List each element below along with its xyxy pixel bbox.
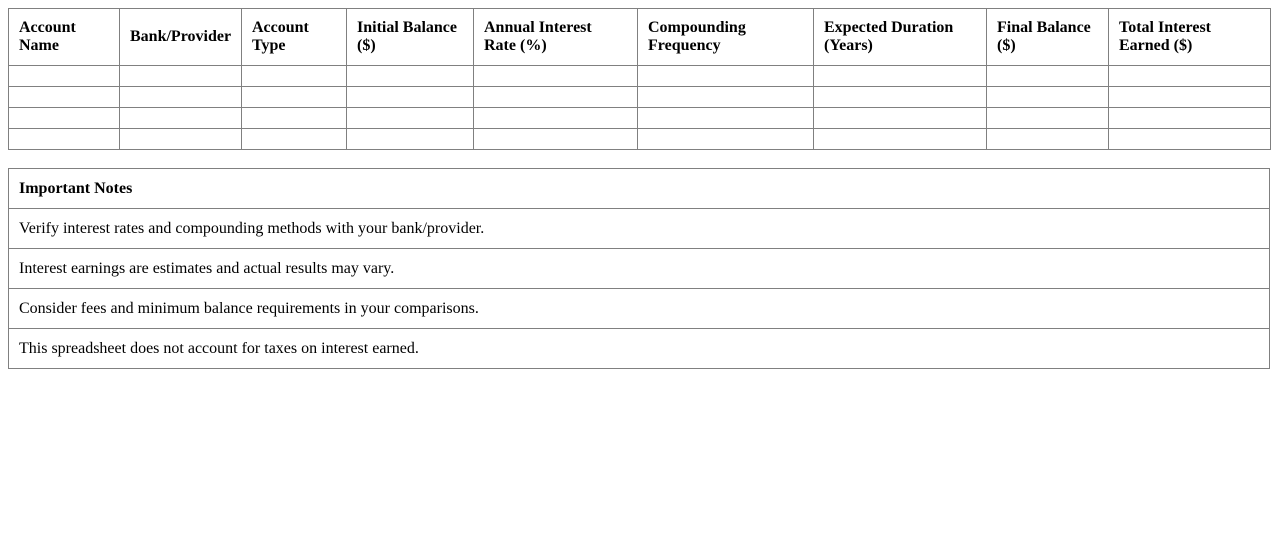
note-item: Verify interest rates and compounding methods with your bank/provider. xyxy=(9,209,1270,249)
header-row xyxy=(9,9,1271,66)
table-cell[interactable] xyxy=(638,108,814,129)
note-row xyxy=(9,209,1270,249)
table-cell[interactable] xyxy=(242,66,347,87)
header-account-type: Account Type xyxy=(242,9,347,66)
table-cell[interactable] xyxy=(1109,87,1271,108)
table-cell[interactable] xyxy=(474,108,638,129)
important-notes-table xyxy=(8,168,1270,369)
header-initial-balance: Initial Balance ($) xyxy=(347,9,474,66)
account-comparison-table xyxy=(8,8,1271,150)
note-item: Interest earnings are estimates and actual results may vary. xyxy=(9,249,1270,289)
table-cell[interactable] xyxy=(814,129,987,150)
header-annual-interest-rate: Annual Interest Rate (%) xyxy=(474,9,638,66)
table-cell[interactable] xyxy=(242,129,347,150)
note-item: Consider fees and minimum balance requirements in your comparisons. xyxy=(9,289,1270,329)
table-row xyxy=(9,108,1271,129)
table-row xyxy=(9,87,1271,108)
table-cell[interactable] xyxy=(9,108,120,129)
table-cell[interactable] xyxy=(1109,66,1271,87)
note-row xyxy=(9,289,1270,329)
table-cell[interactable] xyxy=(987,108,1109,129)
notes-header-row xyxy=(9,169,1270,209)
table-cell[interactable] xyxy=(242,108,347,129)
header-bank-provider: Bank/Provider xyxy=(120,9,242,66)
table-cell[interactable] xyxy=(242,87,347,108)
table-cell[interactable] xyxy=(347,87,474,108)
header-total-interest-earned: Total Interest Earned ($) xyxy=(1109,9,1271,66)
table-cell[interactable] xyxy=(1109,129,1271,150)
header-compounding-frequency: Compounding Frequency xyxy=(638,9,814,66)
notes-title: Important Notes xyxy=(9,169,1270,209)
note-item: This spreadsheet does not account for taxes on interest earned. xyxy=(9,329,1270,369)
table-cell[interactable] xyxy=(987,66,1109,87)
table-cell[interactable] xyxy=(1109,108,1271,129)
header-final-balance: Final Balance ($) xyxy=(987,9,1109,66)
table-cell[interactable] xyxy=(987,87,1109,108)
table-cell[interactable] xyxy=(474,129,638,150)
table-cell[interactable] xyxy=(9,129,120,150)
table-cell[interactable] xyxy=(474,87,638,108)
header-account-name: Account Name xyxy=(9,9,120,66)
table-cell[interactable] xyxy=(814,108,987,129)
header-expected-duration: Expected Duration (Years) xyxy=(814,9,987,66)
table-row xyxy=(9,66,1271,87)
note-row xyxy=(9,249,1270,289)
table-cell[interactable] xyxy=(814,87,987,108)
table-cell[interactable] xyxy=(9,87,120,108)
table-cell[interactable] xyxy=(120,87,242,108)
note-row xyxy=(9,329,1270,369)
table-cell[interactable] xyxy=(638,66,814,87)
table-cell[interactable] xyxy=(474,66,638,87)
table-cell[interactable] xyxy=(120,108,242,129)
table-cell[interactable] xyxy=(814,66,987,87)
table-cell[interactable] xyxy=(120,129,242,150)
table-cell[interactable] xyxy=(9,66,120,87)
table-cell[interactable] xyxy=(987,129,1109,150)
table-cell[interactable] xyxy=(347,129,474,150)
table-cell[interactable] xyxy=(347,108,474,129)
table-row xyxy=(9,129,1271,150)
table-cell[interactable] xyxy=(638,129,814,150)
table-cell[interactable] xyxy=(347,66,474,87)
table-cell[interactable] xyxy=(638,87,814,108)
table-cell[interactable] xyxy=(120,66,242,87)
